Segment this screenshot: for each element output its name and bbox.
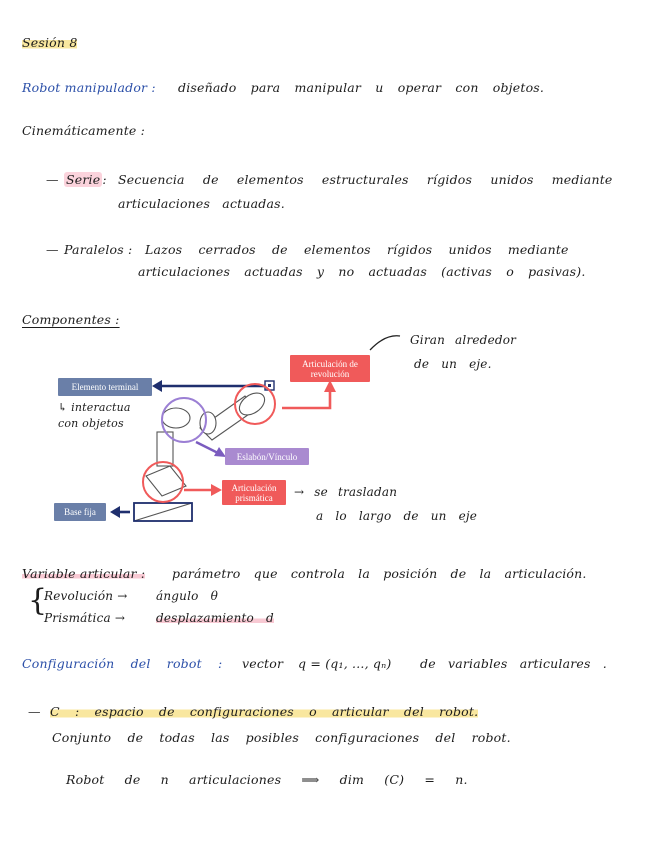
giran-pointer [370, 336, 400, 350]
serie-line-2: articulaciones actuadas. [118, 196, 285, 211]
note-giran-2: de un eje. [414, 357, 492, 371]
espacio-dash: — [28, 704, 41, 719]
session-text: Sesión 8 [22, 35, 78, 50]
label-eslabon-vinculo: Eslabón/Vínculo [225, 448, 309, 465]
note-interactua-2: con objetos [58, 417, 124, 430]
configuracion-suffix: de variables articulares . [420, 656, 607, 671]
paralelos-line-2: articulaciones actuadas y no actuadas (activas o pasivas). [138, 264, 586, 279]
robot-manipulador-definition: diseñado para manipular u operar con objetos. [178, 80, 545, 95]
label-base-fija: Base fija [54, 503, 106, 521]
variable-articular-definition: parámetro que controla la posición de la articulación. [172, 566, 587, 581]
note-giran-1: Giran alrededor [410, 333, 517, 347]
variable-articular-term [22, 566, 145, 582]
prismatica-label: Prismática → [44, 611, 126, 625]
eslabon-arrow [196, 442, 218, 453]
serie-colon: : [102, 172, 107, 187]
serie-line-1: Secuencia de elementos estructurales rígidos unidos mediante [118, 172, 613, 187]
label-elemento-terminal: Elemento terminal [58, 378, 152, 396]
variable-brace: { [28, 583, 48, 618]
paralelos-dash: — [46, 242, 59, 257]
espacio-line-3: Robot de n articulaciones ⟹ dim (C) = n. [66, 772, 468, 787]
note-interactua-1: ↳ interactua [58, 401, 131, 414]
paralelos-term: Paralelos : [64, 242, 133, 257]
label-articulacion-revolucion: Articulación de revolución [290, 355, 370, 382]
configuracion-term: Configuración del robot : [22, 656, 223, 671]
prismatica-value-text: desplazamiento d [156, 611, 274, 625]
prismatica-value [156, 610, 274, 626]
prismatica-arrowhead [211, 484, 222, 496]
session-heading [22, 35, 77, 51]
robot-manipulador-term: Robot manipulador : [22, 80, 156, 95]
cinematicamente-heading: Cinemáticamente : [22, 123, 146, 138]
espacio-line-1-text: C : espacio de configuraciones o articular del robot. [50, 704, 479, 719]
configuracion-prefix: vector [242, 656, 284, 671]
note-trasladan-1: → se trasladan [294, 485, 398, 499]
terminal-marker-dot [268, 384, 271, 387]
serie-term-text: Serie [66, 172, 101, 187]
revolucion-arrow [282, 390, 330, 408]
note-trasladan-2: a lo largo de un eje [316, 509, 478, 523]
label-articulacion-prismatica: Articulación prismática [222, 480, 286, 505]
terminal-arrowhead [152, 380, 162, 392]
configuracion-vector: q = (q₁, ..., qₙ) [298, 656, 392, 671]
componentes-title: Componentes : [22, 312, 120, 327]
espacio-line-2: Conjunto de todas las posibles configuraciones del robot. [52, 730, 511, 745]
revolucion-value: ángulo θ [156, 589, 218, 603]
espacio-line-1 [50, 704, 478, 720]
paralelos-line-1: Lazos cerrados de elementos rígidos unidos mediante [145, 242, 569, 257]
serie-dash: — [46, 172, 59, 187]
serie-term [64, 172, 107, 188]
base-arrowhead [110, 506, 120, 518]
elbow-joint [162, 408, 190, 428]
revolucion-label: Revolución → [44, 589, 128, 603]
variable-articular-term-text: Variable articular : [22, 566, 146, 581]
